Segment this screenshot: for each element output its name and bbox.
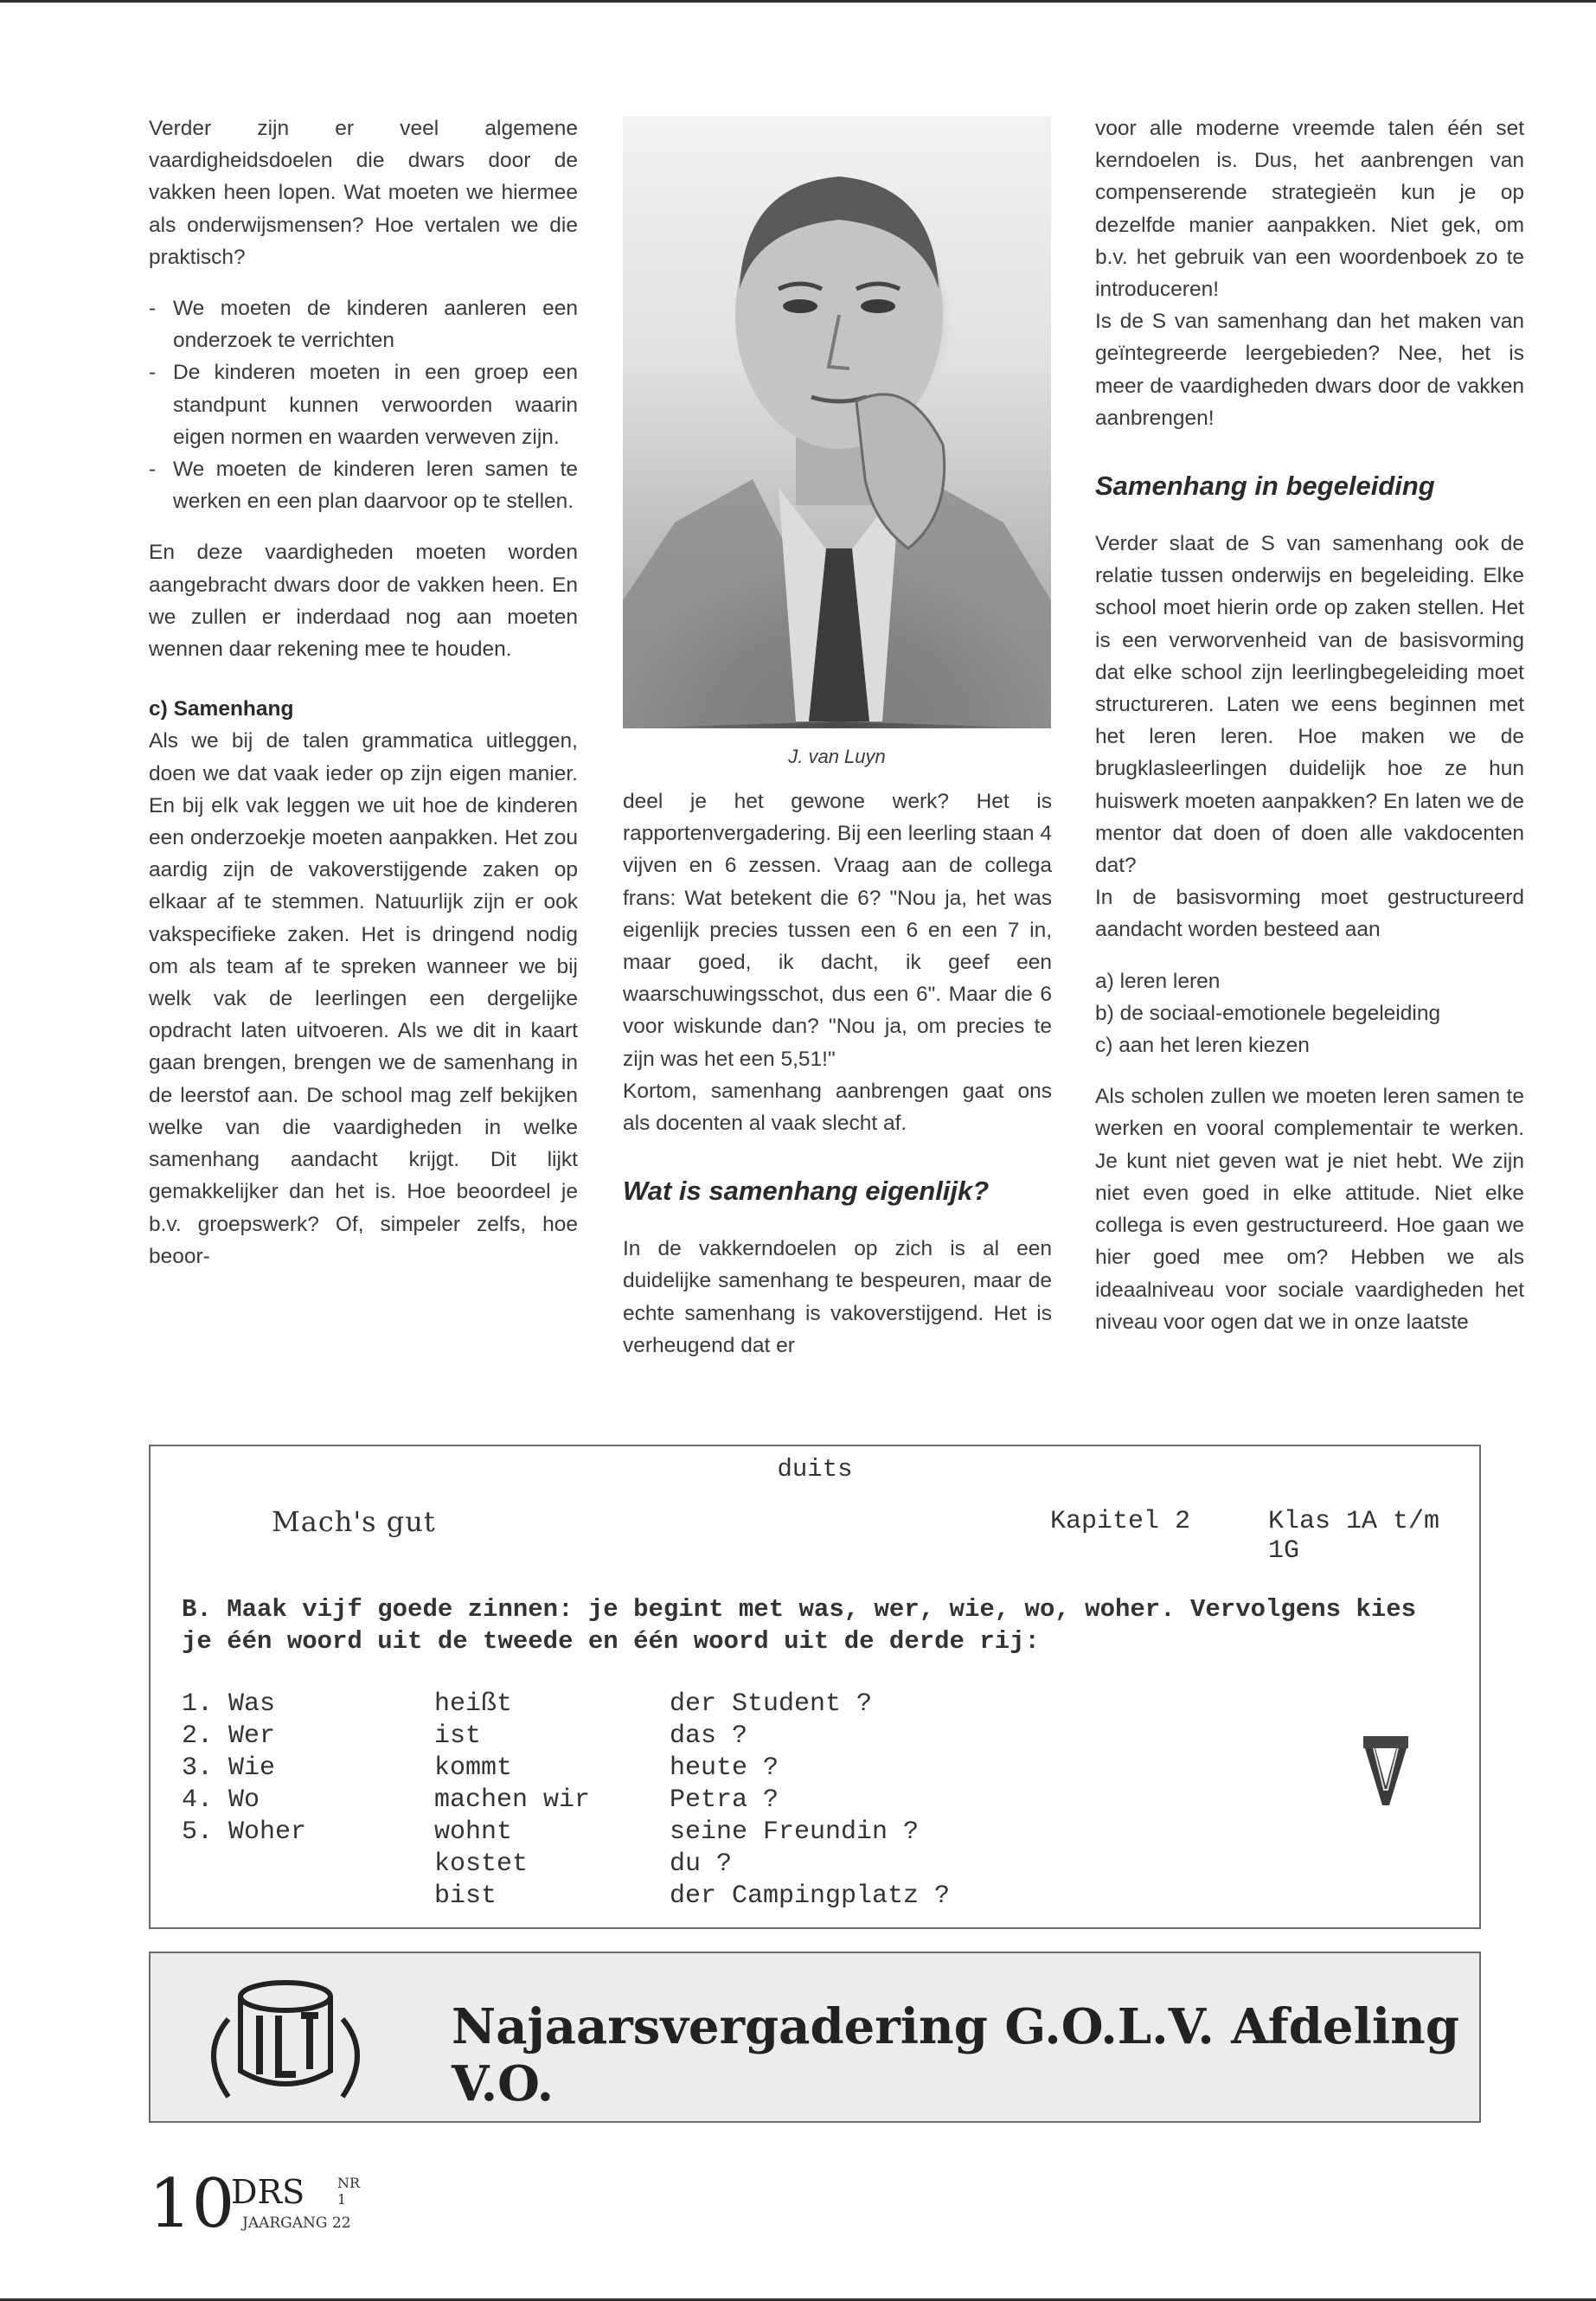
section-heading: Wat is samenhang eigenlijk?	[623, 1176, 990, 1207]
word-column-2	[434, 1689, 590, 1913]
word-column-1	[182, 1689, 306, 1849]
paragraph: In de basisvorming moet gestructureerd aandacht worden besteed aan	[1095, 886, 1524, 942]
paragraph: En deze vaardigheden moeten worden aangebracht dwars door de vakken heen. En we zullen er inderdaad nog aan moeten wennen daar rekening mee te houden.	[149, 541, 578, 662]
golv-logo-icon	[199, 1967, 372, 2111]
list-item: a) leren leren	[1095, 969, 1221, 993]
journal-name: DRS	[231, 2173, 305, 2211]
word: kostet	[434, 1849, 529, 1879]
list-item: b) de sociaal-emotionele begeleiding	[1095, 1001, 1441, 1025]
volume-label: JAARGANG 22	[242, 2214, 351, 2232]
paragraph: Is de S van samenhang dan het maken van geïntegreerde leergebieden? Nee, het is meer de vaardigheden dwars door de vakken aanbrengen!	[1095, 310, 1524, 430]
word: Petra ?	[670, 1785, 779, 1815]
word: heute ?	[670, 1753, 779, 1783]
worksheet-instruction: B. Maak vijf goede zinnen: je begint met was, wer, wie, wo, woher. Vervolgens kies je één woord uit de tweede en één woord uit de derde rij:	[182, 1595, 1417, 1656]
article-column-2	[623, 785, 1052, 1381]
author-photo	[623, 116, 1051, 728]
worksheet-subject: duits	[777, 1455, 853, 1484]
v-logo-icon	[1362, 1734, 1410, 1807]
worksheet-box	[149, 1445, 1481, 1929]
banner-title: Najaarsvergadering G.O.L.V. Afdeling V.O.	[452, 1998, 1459, 2112]
list-item: c) aan het leren kiezen	[1095, 1034, 1310, 1058]
paragraph: Kortom, samenhang aanbrengen gaat ons als docenten al vaak slecht af.	[623, 1079, 1052, 1136]
word: seine Freundin ?	[670, 1817, 920, 1847]
word: 3. Wie	[182, 1753, 276, 1783]
list-item: - De kinderen moeten in een groep een standpunt kunnen verwoorden waarin eigen normen en waarden verweven zijn.	[149, 356, 578, 453]
article-column-1	[149, 112, 578, 1292]
worksheet-class: Klas 1A t/m 1G	[1268, 1507, 1440, 1566]
word: du ?	[670, 1849, 733, 1879]
word: 2. Wer	[182, 1721, 276, 1751]
list-item: - We moeten de kinderen leren samen te werken en een plan daarvoor op te stellen.	[149, 453, 578, 517]
paragraph: In de vakkerndoelen op zich is al een duidelijke samenhang te bespeuren, maar de echte samenhang is vakoverstijgend. Het is verheugend dat er	[623, 1237, 1052, 1357]
worksheet-chapter: Kapitel 2	[1050, 1507, 1191, 1536]
word: wohnt	[434, 1817, 513, 1847]
list-item: - We moeten de kinderen aanleren een onderzoek te verrichten	[149, 292, 578, 356]
portrait-illustration	[623, 116, 1051, 728]
word: 4. Wo	[182, 1785, 260, 1815]
word: der Student ?	[670, 1689, 873, 1719]
paragraph: deel je het gewone werk? Het is rapportenvergadering. Bij een leerling staan 4 vijven en 6 zessen. Vraag aan de collega frans: Wat betekent die 6? "Nou ja, het was eigenlijk precies tussen een 6 en een 7 in, maar goed, ik dacht, ik geef een waarschuwingsschot, dus een 6". Maar die 6 voor wiskunde dan? "Nou ja, om precies te zijn was het een 5,51!"	[623, 790, 1052, 1071]
paragraph: Als scholen zullen we moeten leren samen te werken en vooral complementair te werken. Je kunt niet geven wat je niet hebt. We zijn niet even goed in elke attitude. Niet elke collega is even gestructureerd. Hoe gaan we hier goed mee om? Hebben we als ideaalniveau voor sociale vaardigheden het niveau voor ogen dat we in onze laatste	[1095, 1085, 1524, 1334]
word: der Campingplatz ?	[670, 1881, 951, 1911]
subheading: c) Samenhang	[149, 697, 294, 721]
word: 5. Woher	[182, 1817, 307, 1847]
paragraph: Verder slaat de S van samenhang ook de relatie tussen onderwijs en begeleiding. Elke school moet hierin orde op zaken stellen. Het is een verworvenheid van de basisvorming dat elke school zijn leerlingbegeleiding moet structureren. Laten we eens beginnen met het leren leren. Hoe maken we de brugklasleerlingen duidelijk hoe ze hun huiswerk moeten aanpakken? En laten we de mentor dat doen of doen alle vakdocenten dat?	[1095, 532, 1524, 878]
word: kommt	[434, 1753, 513, 1783]
word: heißt	[434, 1689, 513, 1719]
section-heading: Samenhang in begeleiding	[1095, 471, 1435, 502]
word: machen wir	[434, 1785, 591, 1815]
topic-list	[1095, 965, 1524, 1062]
bullet-list	[149, 292, 578, 517]
photo-caption: J. van Luyn	[788, 746, 886, 767]
word: das ?	[670, 1721, 748, 1751]
word-column-3	[670, 1689, 950, 1913]
paragraph: Verder zijn er veel algemene vaardigheidsdoelen die dwars door de vakken heen lopen. Wat moeten we hiermee als onderwijsmensen? Hoe vertalen we die praktisch?	[149, 117, 578, 269]
article-column-3	[1095, 112, 1524, 1357]
issue-number: NR 1	[337, 2175, 361, 2208]
word: bist	[434, 1881, 497, 1911]
meeting-banner	[149, 1952, 1481, 2123]
page-number: 10	[149, 2165, 235, 2243]
word: ist	[434, 1721, 482, 1751]
paragraph: Als we bij de talen grammatica uitleggen, doen we dat vaak ieder op zijn eigen manier. En bij elk vak leggen we uit hoe de kinderen een onderzoekje moeten aanpakken. Het zou aardig zijn de vakoverstijgende zaken op elkaar af te stemmen. Natuurlijk zijn er ook vakspecifieke zaken. Het is dringend nodig om als team af te spreken wanneer we bij welk vak de leerlingen een dergelijke opdracht laten uitvoeren. Als we dit in kaart gaan brengen, brengen we de samenhang in de leerstof aan. De school mag zelf bekijken welke van die vaardigheden in welke samenhang aandacht krijgt. Dit lijkt gemakkelijker dan het is. Hoe beoordeel je b.v. groepswerk? Of, simpeler zelfs, hoe beoor-	[149, 729, 578, 1268]
worksheet-title: Mach's gut	[272, 1505, 436, 1538]
word: 1. Was	[182, 1689, 276, 1719]
paragraph: voor alle moderne vreemde talen één set kerndoelen is. Dus, het aanbrengen van compenserende strategieën kun je op dezelfde manier aanpakken. Niet gek, om b.v. het gebruik van een woordenboek zo te introduceren!	[1095, 117, 1524, 302]
